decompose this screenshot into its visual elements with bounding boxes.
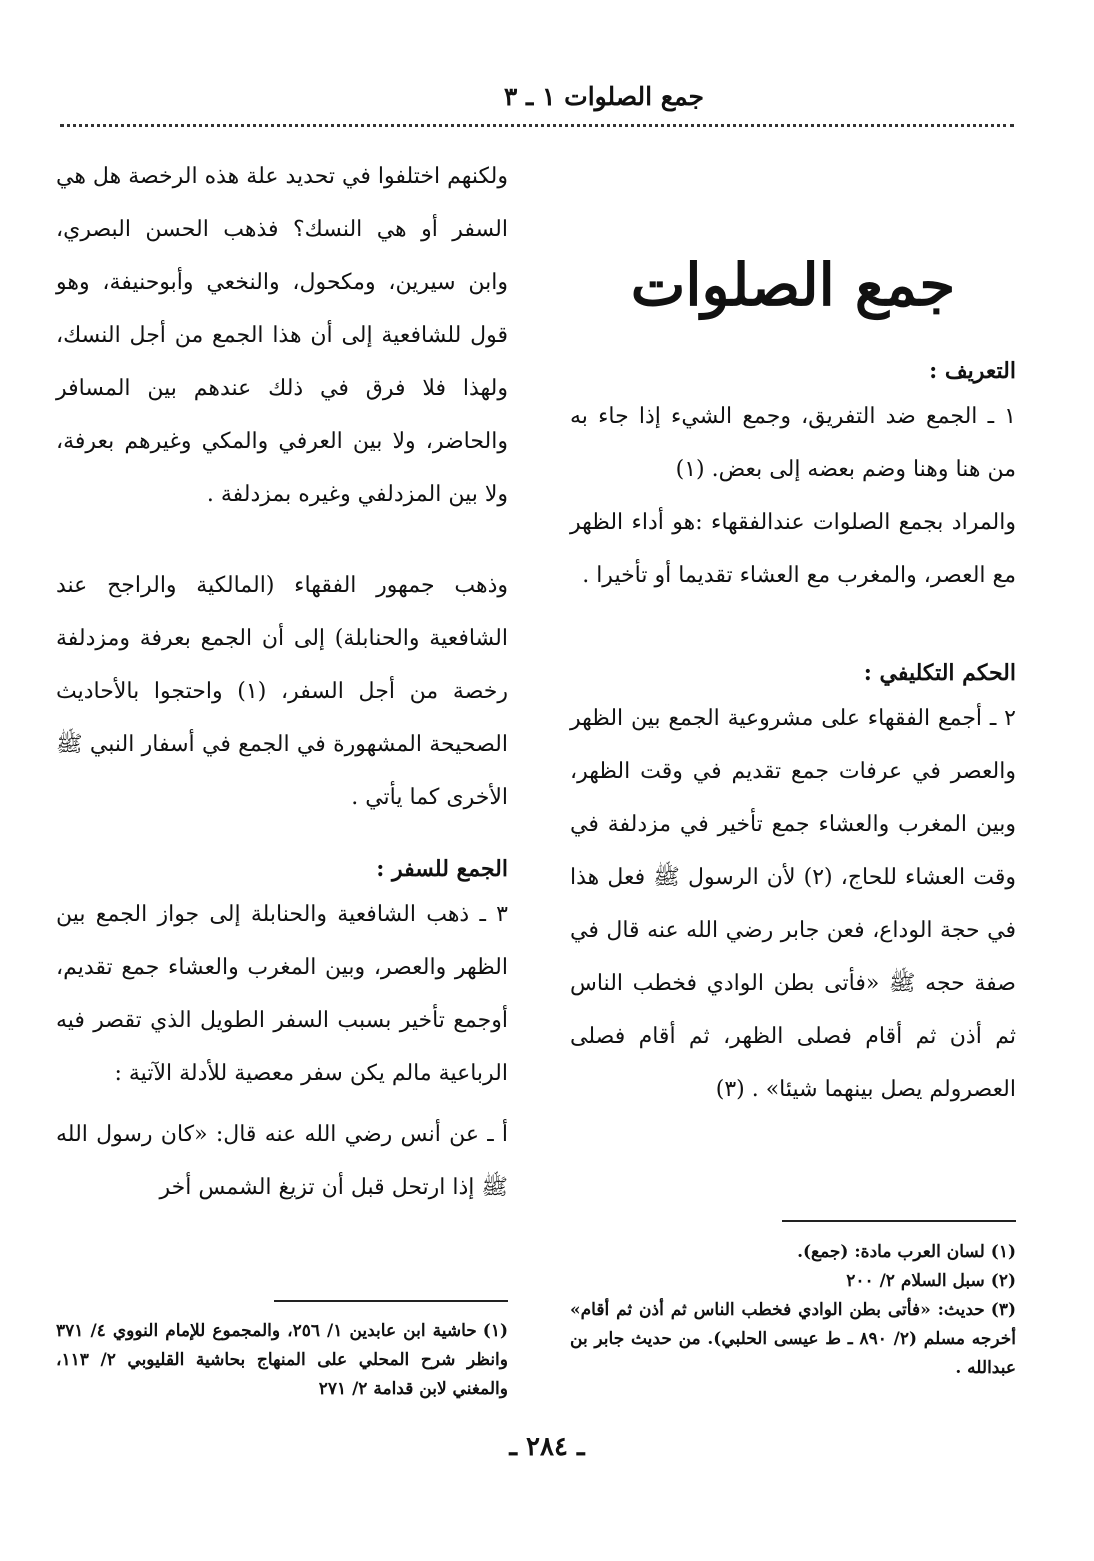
- footnote-text: حاشية ابن عابدين ١/ ٢٥٦، والمجموع للإمام النووي ٤/ ٣٧١ وانظر شرح المحلي على المنهاج بحاشية القليوبي ٢/ ١١٣، والمغني لابن قدامة ٢/ ٢٧١: [56, 1321, 508, 1399]
- footnote-item: [570, 1267, 1016, 1296]
- definition-heading: التعريف :: [929, 357, 1016, 384]
- footnote-text: لسان العرب مادة: (جمع).: [797, 1242, 985, 1262]
- footnote-item: [56, 1317, 508, 1404]
- footnote-rule-left: [274, 1300, 508, 1302]
- footnotes-left: [56, 1317, 508, 1404]
- left-paragraph-4: أ ـ عن أنس رضي الله عنه قال: «كان رسول الله ﷺ إذا ارتحل قبل أن تزيغ الشمس أخر: [56, 1122, 508, 1200]
- footnote-rule-right: [782, 1220, 1016, 1222]
- left-paragraph-3: ٣ ـ ذهب الشافعية والحنابلة إلى جواز الجمع بين الظهر والعصر، وبين المغرب والعشاء جمع تقديم، أوجمع تأخير بسبب السفر الطويل الذي تقصر فيه الرباعية مالم يكن سفر معصية للأدلة الآتية :: [56, 902, 508, 1086]
- footnote-item: [570, 1238, 1016, 1267]
- left-paragraph-2: وذهب جمهور الفقهاء (المالكية والراجح عند الشافعية والحنابلة) إلى أن الجمع بعرفة ومزدلفة رخصة من أجل السفر، (١) واحتجوا بالأحاديث الصحيحة المشهورة في الجمع في أسفار النبي ﷺ الأخرى كما يأتي .: [56, 573, 509, 810]
- left-column: [56, 150, 508, 1214]
- definition-paragraph-1: ١ ـ الجمع ضد التفريق، وجمع الشيء إذا جاء به من هنا وهنا وضم بعضه إلى بعض. (١): [570, 403, 1016, 482]
- header-dotted-rule: [60, 124, 1014, 127]
- definition-paragraph-2: والمراد بجمع الصلوات عندالفقهاء :هو أداء الظهر مع العصر، والمغرب مع العشاء تقديما أو تأخيرا .: [570, 509, 1016, 588]
- footnote-text: سبل السلام ٢/ ٢٠٠: [846, 1271, 985, 1291]
- ruling-heading: الحكم التكليفي :: [863, 659, 1016, 686]
- travel-heading: الجمع للسفر :: [376, 856, 508, 882]
- right-column: [570, 150, 1016, 1116]
- article-title: جمع الصلوات: [630, 251, 956, 319]
- left-paragraph-1: ولكنهم اختلفوا في تحديد علة هذه الرخصة هل هي السفر أو هي النسك؟ فذهب الحسن البصري، وابن سيرين، ومكحول، والنخعي وأبوحنيفة، وهو قول للشافعية إلى أن هذا الجمع من أجل النسك، ولهذا فلا فرق في ذلك عندهم بين المسافر والحاضر، ولا بين العرفي والمكي وغيرهم بعرفة، ولا بين المزدلفي وغيره بمزدلفة .: [56, 164, 508, 507]
- footnote-number: (٢): [990, 1271, 1016, 1291]
- paragraph-spacer: [56, 521, 508, 559]
- footnote-item: [570, 1296, 1016, 1383]
- running-header: [60, 82, 1014, 118]
- footnote-text: حديث: «فأتى بطن الوادي فخطب الناس ثم أذن ثم أقام» أخرجه مسلم (٢/ ٨٩٠ ـ ط عيسى الحلبي). من حديث جابر بن عبدالله .: [570, 1300, 1016, 1378]
- running-title: جمع الصلوات ١ ـ ٣: [503, 82, 704, 111]
- footnotes-right: [570, 1238, 1016, 1383]
- footnote-number: (١): [990, 1242, 1016, 1262]
- footnote-number: (١): [482, 1321, 509, 1341]
- ruling-paragraph: ٢ ـ أجمع الفقهاء على مشروعية الجمع بين الظهر والعصر في عرفات جمع تقديم في وقت الظهر، وبين المغرب والعشاء جمع تأخير في مزدلفة في وقت العشاء للحاج، (٢) لأن الرسول ﷺ فعل هذا في حجة الوداع، فعن جابر رضي الله عنه قال في صفة حجه ﷺ «فأتى بطن الوادي فخطب الناس ثم أذن ثم أقام فصلى الظهر، ثم أقام فصلى العصرولم يصل بينهما شيئا» . (٣): [570, 705, 1016, 1102]
- footnote-number: (٣): [990, 1300, 1016, 1320]
- page-number: ـ ٢٨٤ ـ: [509, 1432, 585, 1462]
